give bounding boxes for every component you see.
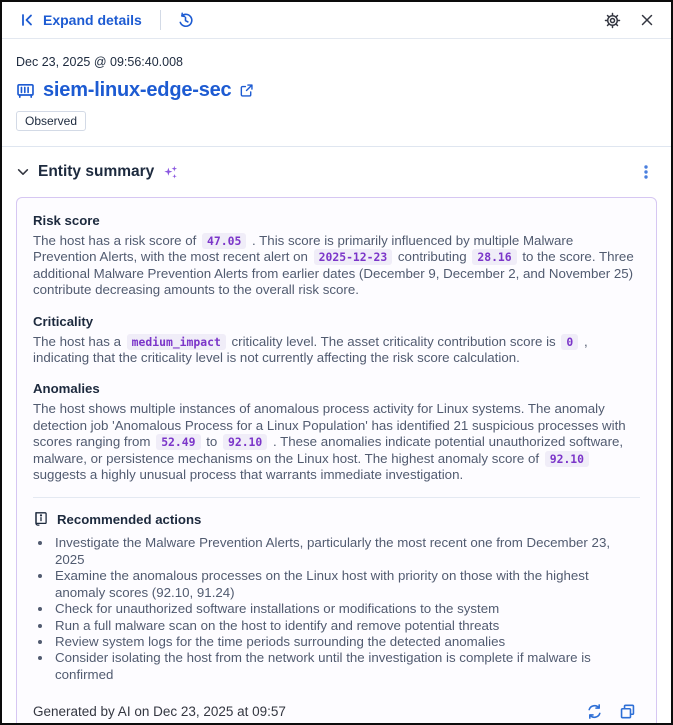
entity-summary-title: Entity summary <box>38 163 155 180</box>
copy-icon <box>619 703 636 720</box>
section-rule <box>2 146 671 147</box>
regenerate-button[interactable] <box>582 699 607 723</box>
entity-summary-panel <box>16 197 657 723</box>
inline-code-value: 0 <box>561 334 578 350</box>
close-button[interactable] <box>635 8 659 32</box>
inline-code-value: 52.49 <box>156 434 200 450</box>
gear-icon <box>604 12 621 29</box>
inline-code-value: 92.10 <box>223 434 267 450</box>
toolbar-divider <box>160 10 161 30</box>
recommended-actions-list <box>33 535 640 683</box>
summary-options-button[interactable] <box>635 160 657 184</box>
vertical-dots-icon <box>639 164 653 180</box>
list-item: • Run a full malware scan on the host to identify and remove potential threats <box>53 618 640 634</box>
external-link-icon <box>239 83 254 98</box>
anomalies-text: The host shows multiple instances of anomalous process activity for Linux systems. The anomaly detection job 'Anomalous Process for a Linux Population' has identified 21 suspicious processes with scores ranging from 52.49 to 92.10 . These anomalies indicate potential unauthorized software, malware, or persistence mechanisms on the Linux host. The highest anomaly score of 92.10 suggests a highly unusual process that warrants immediate investigation. <box>33 401 626 483</box>
anomalies-heading: Anomalies <box>33 381 100 397</box>
host-storage-icon <box>16 81 35 100</box>
list-item: • Consider isolating the host from the network until the investigation is complete if malware is confirmed <box>53 650 640 683</box>
chevron-down-icon <box>16 165 30 179</box>
list-item: • Check for unauthorized software installations or modifications to the system <box>53 601 640 617</box>
copy-button[interactable] <box>615 699 640 723</box>
refresh-icon <box>586 703 603 720</box>
criticality-text: The host has a medium_impact criticality level. The asset criticality contribution score is 0 , indicating that the criticality level is not currently affecting the risk score calculation. <box>33 333 588 366</box>
expand-details-button[interactable] <box>14 8 148 32</box>
recommended-actions-heading: Recommended actions <box>57 511 202 527</box>
criticality-heading: Criticality <box>33 313 94 329</box>
inline-code-value: 47.05 <box>202 233 246 249</box>
list-item: • Review system logs for the time periods surrounding the detected anomalies <box>53 634 640 650</box>
event-timestamp: Dec 23, 2025 @ 09:56:40.008 <box>16 55 183 69</box>
flyout-header-bar <box>2 2 671 39</box>
entity-name: siem-linux-edge-sec <box>43 79 232 101</box>
list-item: • Investigate the Malware Prevention Alerts, particularly the most recent one from December 23, 2025 <box>53 535 640 568</box>
generated-by-ai-text: Generated by AI on Dec 23, 2025 at 09:57 <box>33 704 286 720</box>
arrow-start-icon <box>20 12 36 28</box>
inline-code-value: 28.16 <box>472 249 516 265</box>
sparkles-icon <box>162 164 179 181</box>
entity-summary-toggle[interactable] <box>16 161 179 183</box>
history-button[interactable] <box>173 8 198 33</box>
risk-score-text: The host has a risk score of 47.05 . This score is primarily influenced by multiple Malware Prevention Alerts, with the most recent alert on 2025-12-23 contributing 28.16 to the score. Three additional Malware Prevention Alerts from earlier dates (December 9, December 2, and November 25) contribute decreasing amounts to the overall risk score. <box>33 233 634 298</box>
flyout-body <box>2 39 671 723</box>
inline-code-value: 92.10 <box>545 451 589 467</box>
book-info-icon <box>33 511 49 527</box>
inline-code-value: medium_impact <box>127 334 226 350</box>
history-icon <box>177 12 194 29</box>
status-badge: Observed <box>16 111 86 131</box>
risk-score-heading: Risk score <box>33 213 100 228</box>
panel-divider <box>33 497 640 498</box>
inline-code-value: 2025-12-23 <box>314 249 393 265</box>
expand-details-label: Expand details <box>43 12 142 28</box>
entity-name-link[interactable] <box>43 79 254 102</box>
close-icon <box>639 12 655 28</box>
settings-button[interactable] <box>600 8 625 33</box>
list-item: • Examine the anomalous processes on the Linux host with priority on those with the highest anomaly scores (92.10, 91.24) <box>53 568 640 601</box>
